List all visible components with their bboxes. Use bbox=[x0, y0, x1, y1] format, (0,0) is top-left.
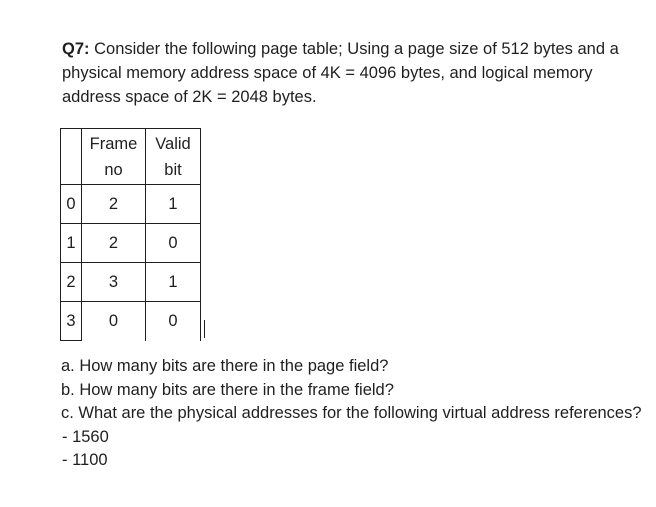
valid-header-line2: bit bbox=[164, 160, 182, 179]
part-a: a. How many bits are there in the page field? bbox=[61, 357, 389, 375]
table-row bbox=[61, 185, 201, 224]
frame-number-cell: 3 bbox=[82, 263, 146, 302]
table-row bbox=[61, 302, 201, 341]
table-row bbox=[61, 224, 201, 263]
part-c: c. What are the physical addresses for the following virtual address references? bbox=[61, 404, 642, 422]
valid-bit-cell: 1 bbox=[146, 263, 201, 302]
page-index-cell: 0 bbox=[61, 185, 82, 224]
valid-header-line1: Valid bbox=[155, 134, 191, 153]
frame-number-cell: 2 bbox=[82, 185, 146, 224]
question-number: Q7: bbox=[62, 40, 90, 58]
frame-number-cell: 0 bbox=[82, 302, 146, 341]
frame-header-line2: no bbox=[104, 160, 123, 179]
frame-header-cell bbox=[82, 129, 146, 185]
valid-header-cell bbox=[146, 129, 201, 185]
question-body: Consider the following page table; Using a page size of 512 bytes and a physical memory address space of 4K = 4096 bytes, and logical memory address space of 2K = 2048 bytes. bbox=[62, 40, 619, 106]
page-index-cell: 3 bbox=[61, 302, 82, 341]
page-table-header-row bbox=[61, 129, 201, 185]
table-edge-mark bbox=[204, 320, 205, 338]
question-text-block bbox=[62, 37, 647, 109]
valid-bit-cell: 0 bbox=[146, 224, 201, 263]
frame-number-cell: 2 bbox=[82, 224, 146, 263]
valid-bit-cell: 1 bbox=[146, 185, 201, 224]
table-row bbox=[61, 263, 201, 302]
valid-bit-cell: 0 bbox=[146, 302, 201, 341]
address-reference: - 1100 bbox=[62, 451, 108, 469]
address-reference: - 1560 bbox=[62, 427, 109, 446]
frame-header-line1: Frame bbox=[89, 134, 138, 153]
page-index-cell: 2 bbox=[61, 263, 82, 302]
question-parts bbox=[61, 355, 651, 473]
page-table bbox=[60, 128, 201, 341]
page-index-cell: 1 bbox=[61, 224, 82, 263]
index-header-cell bbox=[61, 129, 82, 185]
part-b: b. How many bits are there in the frame field? bbox=[61, 380, 394, 399]
